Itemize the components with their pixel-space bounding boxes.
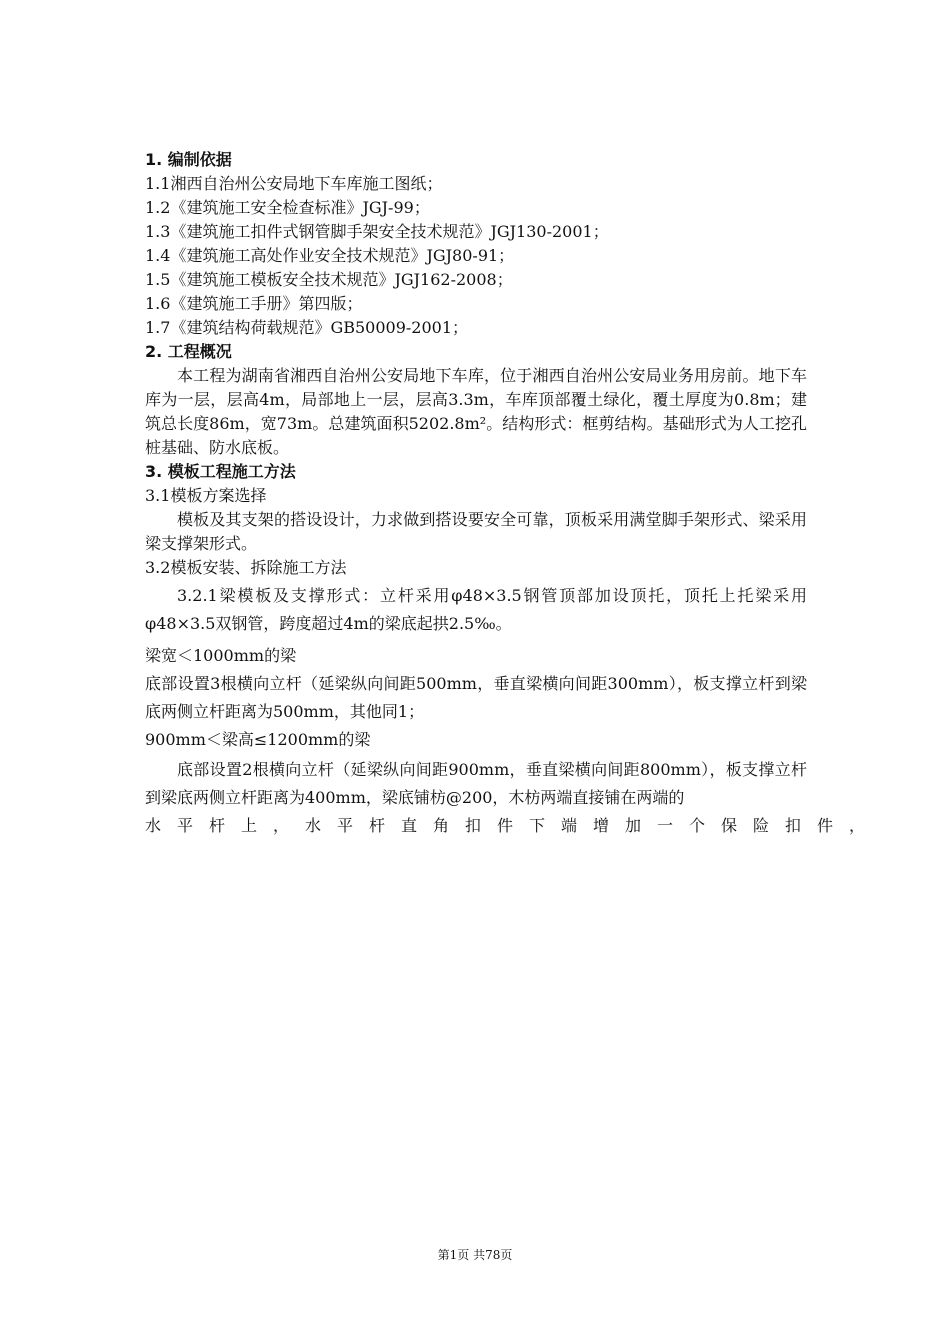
reference-item: 1.5《建筑施工模板安全技术规范》JGJ162-2008； [145, 270, 513, 289]
section-heading: 3. 模板工程施工方法 [145, 462, 296, 481]
section-heading: 1. 编制依据 [145, 150, 232, 169]
beam-case-title: 梁宽＜1000mm的梁 [145, 646, 297, 665]
section-heading: 2. 工程概况 [145, 342, 232, 361]
reference-item: 1.7《建筑结构荷载规范》GB50009-2001； [145, 318, 469, 337]
reference-item: 1.3《建筑施工扣件式钢管脚手架安全技术规范》JGJ130-2001； [145, 222, 609, 241]
reference-item: 1.6《建筑施工手册》第四版； [145, 294, 363, 313]
subsection-title: 3.2模板安装、拆除施工方法 [145, 558, 347, 577]
subsection-title: 3.1模板方案选择 [145, 486, 267, 505]
beam-case-text-tail: 水平杆上，水平杆直角扣件下端增加一个保险扣件， [145, 816, 882, 835]
project-overview-paragraph: 本工程为湖南省湘西自治州公安局地下车库，位于湘西自治州公安局业务用房前。地下车库为一层，层高4m，局部地上一层，层高3.3m，车库顶部覆土绿化，覆土厚度为0.8m；建筑总长度86m，宽73m。总建筑面积5202.8m²。结构形式：框剪结构。基础形式为人工挖孔桩基础、防水底板。 [145, 366, 807, 457]
page-number-footer: 第1页 共78页 [437, 1248, 513, 1262]
beam-case-text: 底部设置3根横向立杆（延梁纵向间距500mm，垂直梁横向间距300mm），板支撑立杆到梁底两侧立杆距离为500mm，其他同1； [145, 674, 807, 721]
reference-item: 1.4《建筑施工高处作业安全技术规范》JGJ80-91； [145, 246, 515, 265]
beam-case-text: 底部设置2根横向立杆（延梁纵向间距900mm，垂直梁横向间距800mm），板支撑立杆到梁底两侧立杆距离为400mm，梁底铺枋@200，木枋两端直接铺在两端的 [145, 760, 807, 807]
beam-support-paragraph: 3.2.1梁模板及支撑形式：立杆采用φ48×3.5钢管顶部加设顶托，顶托上托梁采用φ48×3.5双钢管，跨度超过4m的梁底起拱2.5‰。 [145, 586, 807, 633]
reference-item: 1.1湘西自治州公安局地下车库施工图纸； [145, 174, 443, 193]
reference-item: 1.2《建筑施工安全检查标准》JGJ-99； [145, 198, 430, 217]
document-body [145, 148, 882, 840]
beam-case-title: 900mm＜梁高≤1200mm的梁 [145, 730, 371, 749]
formwork-scheme-paragraph: 模板及其支架的搭设设计，力求做到搭设要安全可靠，顶板采用满堂脚手架形式、梁采用梁支撑架形式。 [145, 510, 807, 553]
